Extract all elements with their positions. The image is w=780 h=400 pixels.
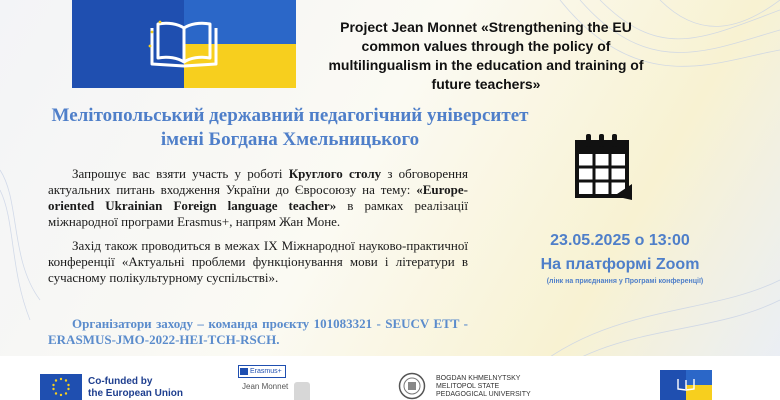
uni-logo-line-3: PEDAGOGICAL UNIVERSITY: [436, 391, 531, 398]
invitation-paragraph-1: [48, 166, 468, 230]
organizers-text: Організатори заходу – команда проєкту 101083321 - SEUCV ETT - ERASMUS-JMO-2022-HEI-TCH-RSCH.: [48, 316, 468, 347]
uni-logo-line-2: MELITOPOL STATE: [436, 383, 500, 390]
invitation-text: [48, 166, 468, 294]
erasmus-flag-icon: [240, 368, 248, 375]
erasmus-label: Erasmus+: [250, 368, 282, 375]
jean-monnet-label: Jean Monnet: [242, 382, 289, 391]
p1-end: в рамках реалізації міжнародної програми Erasmus+, напрям Жан Моне.: [48, 198, 468, 229]
eu-ukraine-flag: [72, 0, 296, 88]
invitation-paragraph-2: Захід також проводиться в межах IX Міжнародної науково-практичної конференції «Актуальні проблеми функціонування мови і літератури в сучасному полікультурному суспільстві».: [48, 238, 468, 285]
erasmus-plus-logo: [238, 365, 286, 378]
project-title: Project Jean Monnet «Strengthening the EU common values through the policy of multilingualism in the education and training of future teachers»: [328, 19, 644, 92]
p1-start: Запрошує вас взяти участь у роботі: [72, 166, 289, 181]
zoom-link-note: (лінк на приєднання у Програмі конференції): [546, 278, 704, 285]
eu-flag-icon: [40, 374, 82, 400]
university-seal-icon: [398, 372, 426, 400]
cofunded-line-2: the European Union: [88, 388, 183, 399]
topic-title: «Europe-oriented Ukrainian Foreign language teacher»: [48, 182, 468, 213]
book-icon: [148, 20, 220, 72]
small-book-icon: [676, 377, 696, 391]
footer-logos: [0, 356, 780, 400]
eu-ukraine-small-flag: [660, 370, 712, 400]
university-logo-text: [436, 375, 606, 399]
event-date-time: 23.05.2025 о 13:00: [550, 232, 690, 249]
cofunded-eu-label: [88, 376, 228, 400]
round-table-label: Круглого столу: [288, 166, 382, 181]
calendar-icon: [574, 132, 636, 202]
jean-monnet-portrait-icon: [294, 382, 310, 400]
p1-mid: з обговорення актуальних питань входження України до Євросоюзу на тему:: [48, 166, 468, 197]
uni-logo-line-1: BOGDAN KHMELNYTSKY: [436, 375, 521, 382]
event-platform: На платформі Zoom: [540, 256, 700, 273]
cofunded-line-1: Co-funded by: [88, 376, 153, 387]
university-title: Мелітопольський державний педагогічний університет імені Богдана Хмельницького: [51, 105, 529, 150]
